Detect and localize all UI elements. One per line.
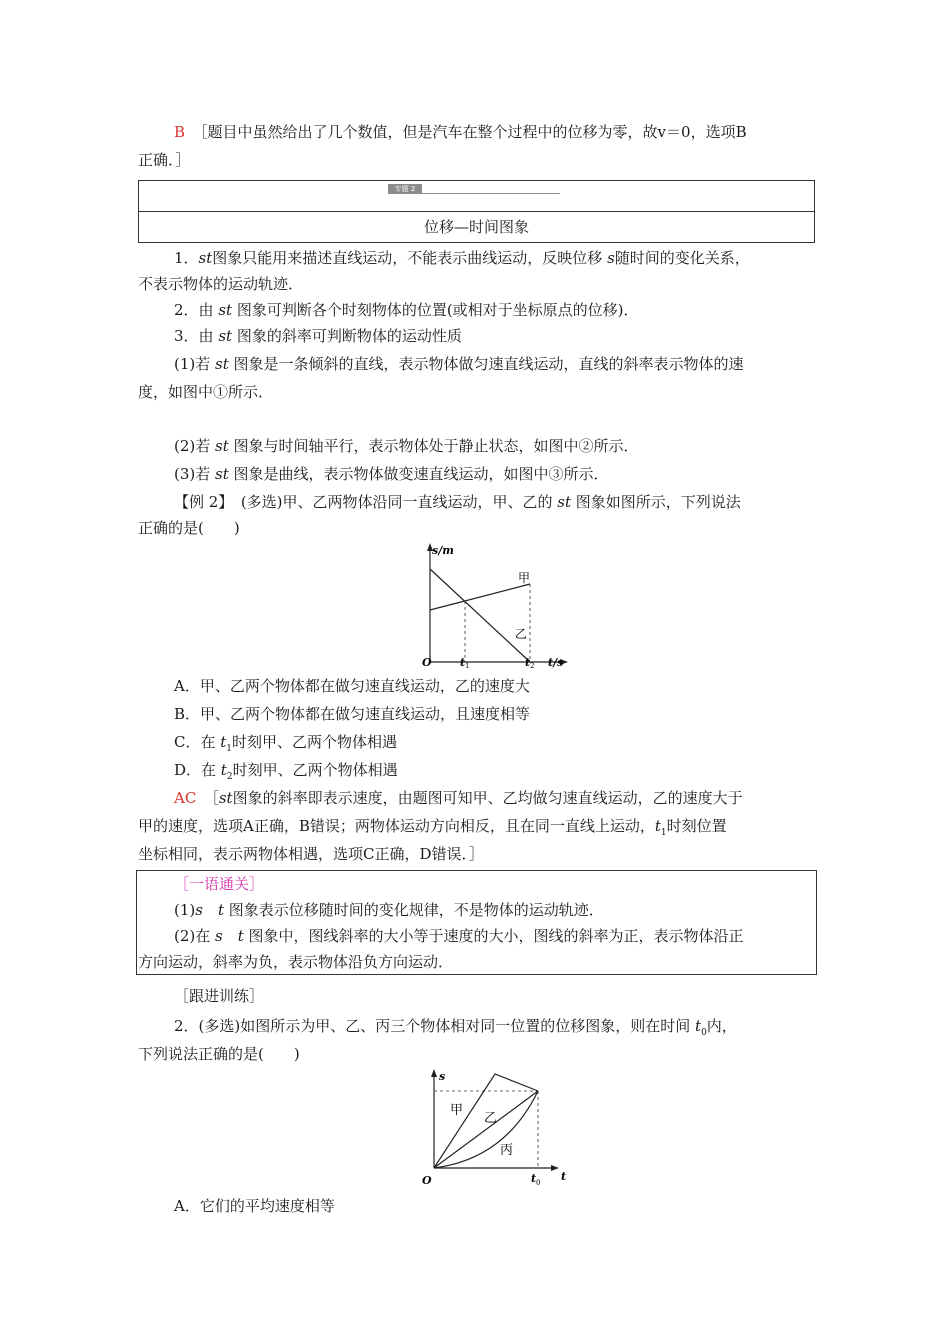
example2-option-c: C．在 $t_1$时刻甲、乙两个物体相遇 bbox=[174, 733, 398, 754]
graph2-st bbox=[410, 1064, 580, 1194]
topic-tag: 专题 2 bbox=[388, 184, 422, 194]
example2-option-a: A．甲、乙两个物体都在做匀速直线运动，乙的速度大 bbox=[174, 677, 530, 695]
graph1-xlabel: t/s bbox=[548, 656, 564, 669]
example2-option-b: B．甲、乙两个物体都在做匀速直线运动，且速度相等 bbox=[174, 705, 531, 723]
graph1-t2-sub: 2 bbox=[530, 662, 535, 670]
practice-option-a: A．它们的平均速度相等 bbox=[174, 1197, 335, 1215]
point2: 2．由 st 图象可判断各个时刻物体的位置(或相对于坐标原点的位移)． bbox=[174, 301, 639, 319]
graph1-label-jia: 甲 bbox=[518, 571, 531, 585]
example2-answer-line2: 甲的速度，选项A正确，B错误；两物体运动方向相反，且在同一直线上运动，$t_1$时刻位置 bbox=[138, 817, 727, 838]
point1-line2: 不表示物体的运动轨迹． bbox=[138, 275, 304, 293]
graph1-t2-label: t bbox=[525, 656, 531, 669]
example2-answer-line1: AC ［st图象的斜率即表示速度，由题图可知甲、乙均做匀速直线运动，乙的速度大于 bbox=[174, 789, 743, 807]
graph1-t1-sub: 1 bbox=[465, 662, 470, 670]
graph2-label-jia: 甲 bbox=[450, 1103, 464, 1118]
graph1-line-jia bbox=[430, 584, 530, 610]
graph1-origin: O bbox=[422, 656, 432, 669]
graph1-t1-label: t bbox=[460, 656, 466, 669]
graph1-st bbox=[418, 542, 578, 672]
topic-title: 位移—时间图象 bbox=[423, 218, 529, 236]
graph2-x-arrow bbox=[551, 1165, 559, 1171]
graph2-label-yi: 乙 bbox=[484, 1111, 498, 1126]
graph2-label-bing: 丙 bbox=[500, 1143, 514, 1158]
answer1-letter: B bbox=[174, 123, 186, 141]
graph2-t0-label: t bbox=[531, 1172, 537, 1185]
example2-line2: 正确的是( ) bbox=[138, 519, 240, 537]
answer1-line1 bbox=[138, 118, 854, 146]
example2-option-d: D．在 $t_2$时刻甲、乙两个物体相遇 bbox=[174, 761, 398, 782]
graph2-t0-sub: 0 bbox=[536, 1179, 541, 1187]
graph1-ylabel: s/m bbox=[432, 544, 454, 557]
graph2-xlabel: t bbox=[561, 1170, 567, 1183]
practice-q-line1: 2．(多选)如图所示为甲、乙、丙三个物体相对同一位置的位移图象，则在时间 $t_0$内， bbox=[174, 1017, 737, 1038]
summary-line2: (2)在 s t 图象中，图线斜率的大小等于速度的大小，图线的斜率为正，表示物体沿正 bbox=[174, 927, 744, 945]
sub1-line2: 度，如图中①所示． bbox=[138, 383, 274, 401]
example2-answer-letters: AC bbox=[174, 789, 197, 807]
topic-tag-line bbox=[422, 193, 560, 194]
example2-label: 【例 2】 bbox=[174, 493, 226, 511]
graph1-line-yi bbox=[430, 569, 530, 662]
graph2-ylabel: s bbox=[439, 1070, 446, 1083]
example2-line1: 【例 2】 (多选)甲、乙两物体沿同一直线运动，甲、乙的 st 图象如图所示，下列说法 bbox=[174, 493, 741, 511]
graph1-label-yi: 乙 bbox=[515, 627, 528, 641]
graph2-origin: O bbox=[422, 1174, 432, 1187]
point3: 3．由 st 图象的斜率可判断物体的运动性质 bbox=[174, 327, 462, 345]
example2-answer-line3: 坐标相同，表示两物体相遇，选项C正确，D错误．］ bbox=[138, 845, 485, 863]
summary-line1: (1)s t 图象表示位移随时间的变化规律，不是物体的运动轨迹． bbox=[174, 901, 604, 919]
sub2: (2)若 st 图象与时间轴平行，表示物体处于静止状态，如图中②所示． bbox=[174, 437, 639, 455]
topic-strip bbox=[388, 184, 560, 194]
summary-line3: 方向运动，斜率为负，表示物体沿负方向运动． bbox=[138, 953, 454, 971]
answer1-line2: 正确．］ bbox=[138, 151, 191, 169]
sub1-line1: (1)若 st 图象是一条倾斜的直线，表示物体做匀速直线运动，直线的斜率表示物体的速 bbox=[174, 355, 744, 373]
summary-head: ［一语通关］ bbox=[174, 875, 265, 893]
answer1-text: ［题目中虽然给出了几个数值，但是汽车在整个过程中的位移为零，故v＝0，选项B bbox=[200, 123, 747, 141]
point1-line1: 1．st图象只能用来描述直线运动，不能表示曲线运动，反映位移 s随时间的变化关系， bbox=[174, 249, 750, 267]
graph2-y-arrow bbox=[431, 1069, 437, 1077]
practice-q-line2: 下列说法正确的是( ) bbox=[138, 1045, 300, 1063]
practice-head: ［跟进训练］ bbox=[174, 987, 265, 1005]
sub3: (3)若 st 图象是曲线，表示物体做变速直线运动，如图中③所示． bbox=[174, 465, 609, 483]
